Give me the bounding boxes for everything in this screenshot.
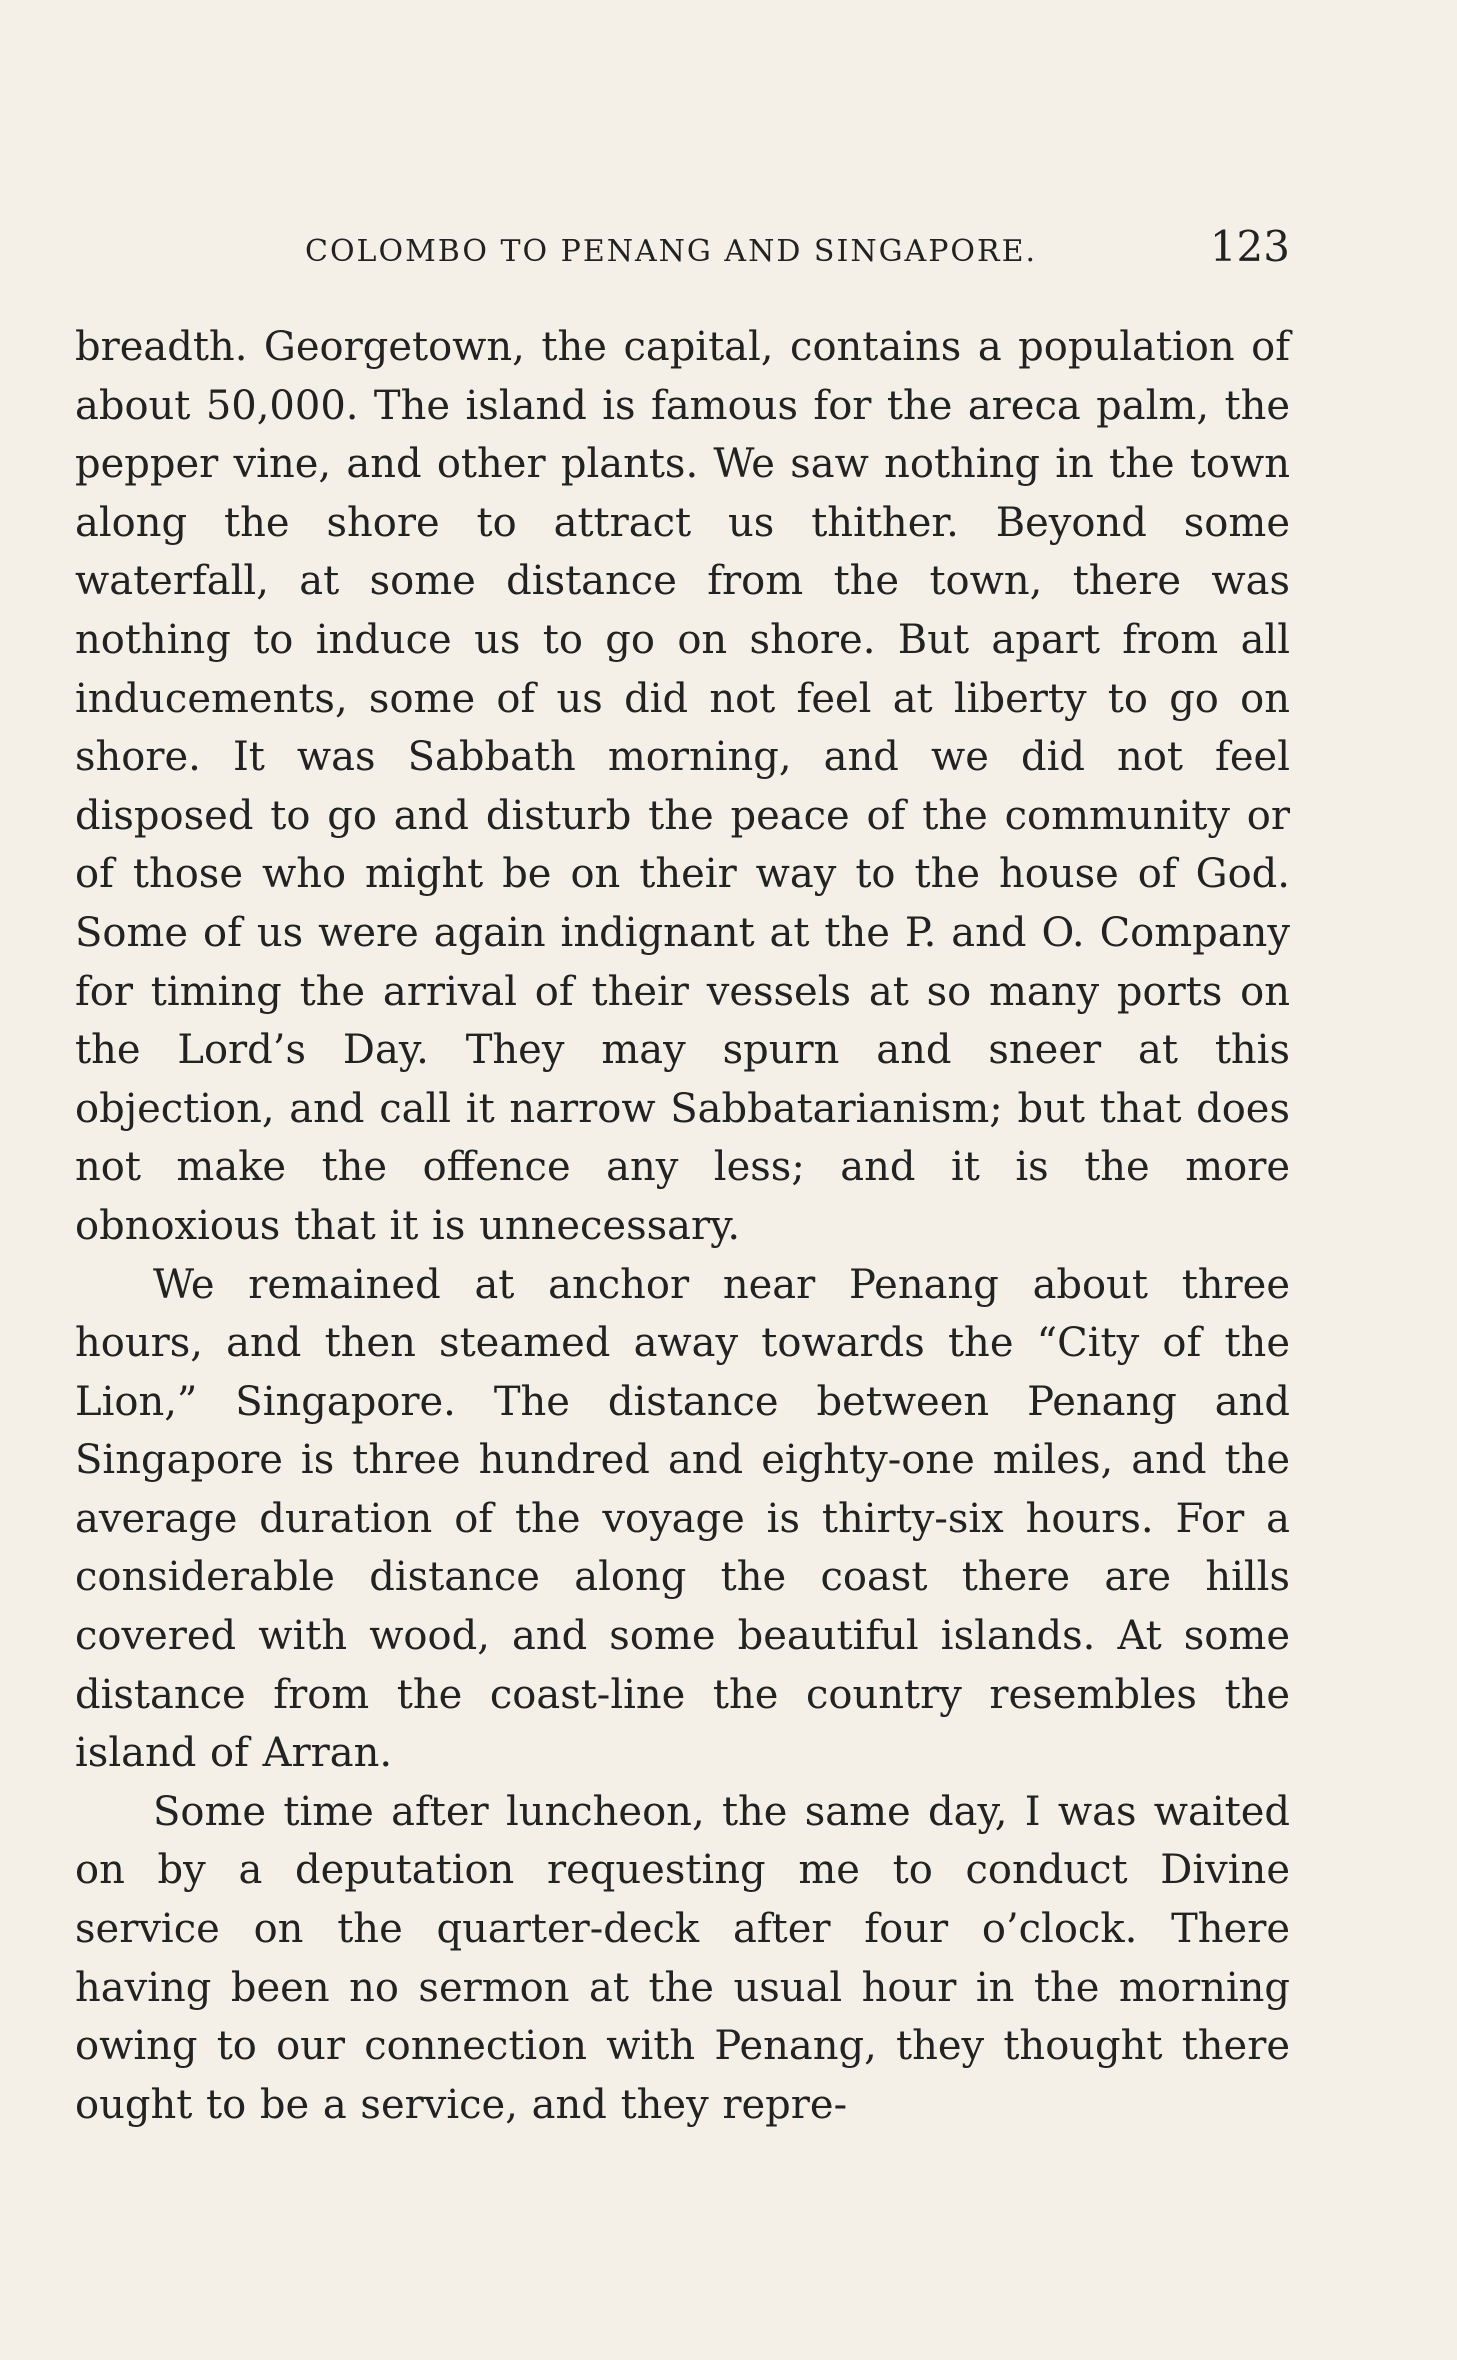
page-header: [75, 222, 1290, 282]
body-text: [75, 318, 1290, 2134]
paragraph: We remained at anchor near Penang about three hours, and then steamed away towards the “City of the Lion,” Singapore. The distance between Penang and Singapore is three hundred and eighty-one miles, and the average duration of the voyage is thirty-six hours. For a considerable distance along the coast there are hills covered with wood, and some beautiful islands. At some distance from the coast-line the country resembles the island of Arran.: [75, 1261, 1290, 1777]
page-number: 123: [1209, 222, 1290, 271]
paragraph: breadth. Georgetown, the capital, contains a population of about 50,000. The island is famous for the areca palm, the pepper vine, and other plants. We saw nothing in the town along the shore to attract us thither. Beyond some waterfall, at some distance from the town, there was nothing to induce us to go on shore. But apart from all inducements, some of us did not feel at liberty to go on shore. It was Sabbath morning, and we did not feel disposed to go and disturb the peace of the community or of those who might be on their way to the house of God. Some of us were again indignant at the P. and O. Company for timing the arrival of their vessels at so many ports on the Lord’s Day. They may spurn and sneer at this objection, and call it narrow Sabbatarianism; but that does not make the offence any less; and it is the more obnoxious that it is unnecessary.: [75, 324, 1290, 1249]
paragraph: Some time after luncheon, the same day, I was waited on by a deputation requesting me to conduct Divine service on the quarter-deck after four o’clock. There having been no sermon at the usual hour in the morning owing to our connection with Penang, they thought there ought to be a service, and they repre-: [75, 1788, 1290, 2128]
running-title: COLOMBO TO PENANG AND SINGAPORE.: [305, 234, 1037, 269]
